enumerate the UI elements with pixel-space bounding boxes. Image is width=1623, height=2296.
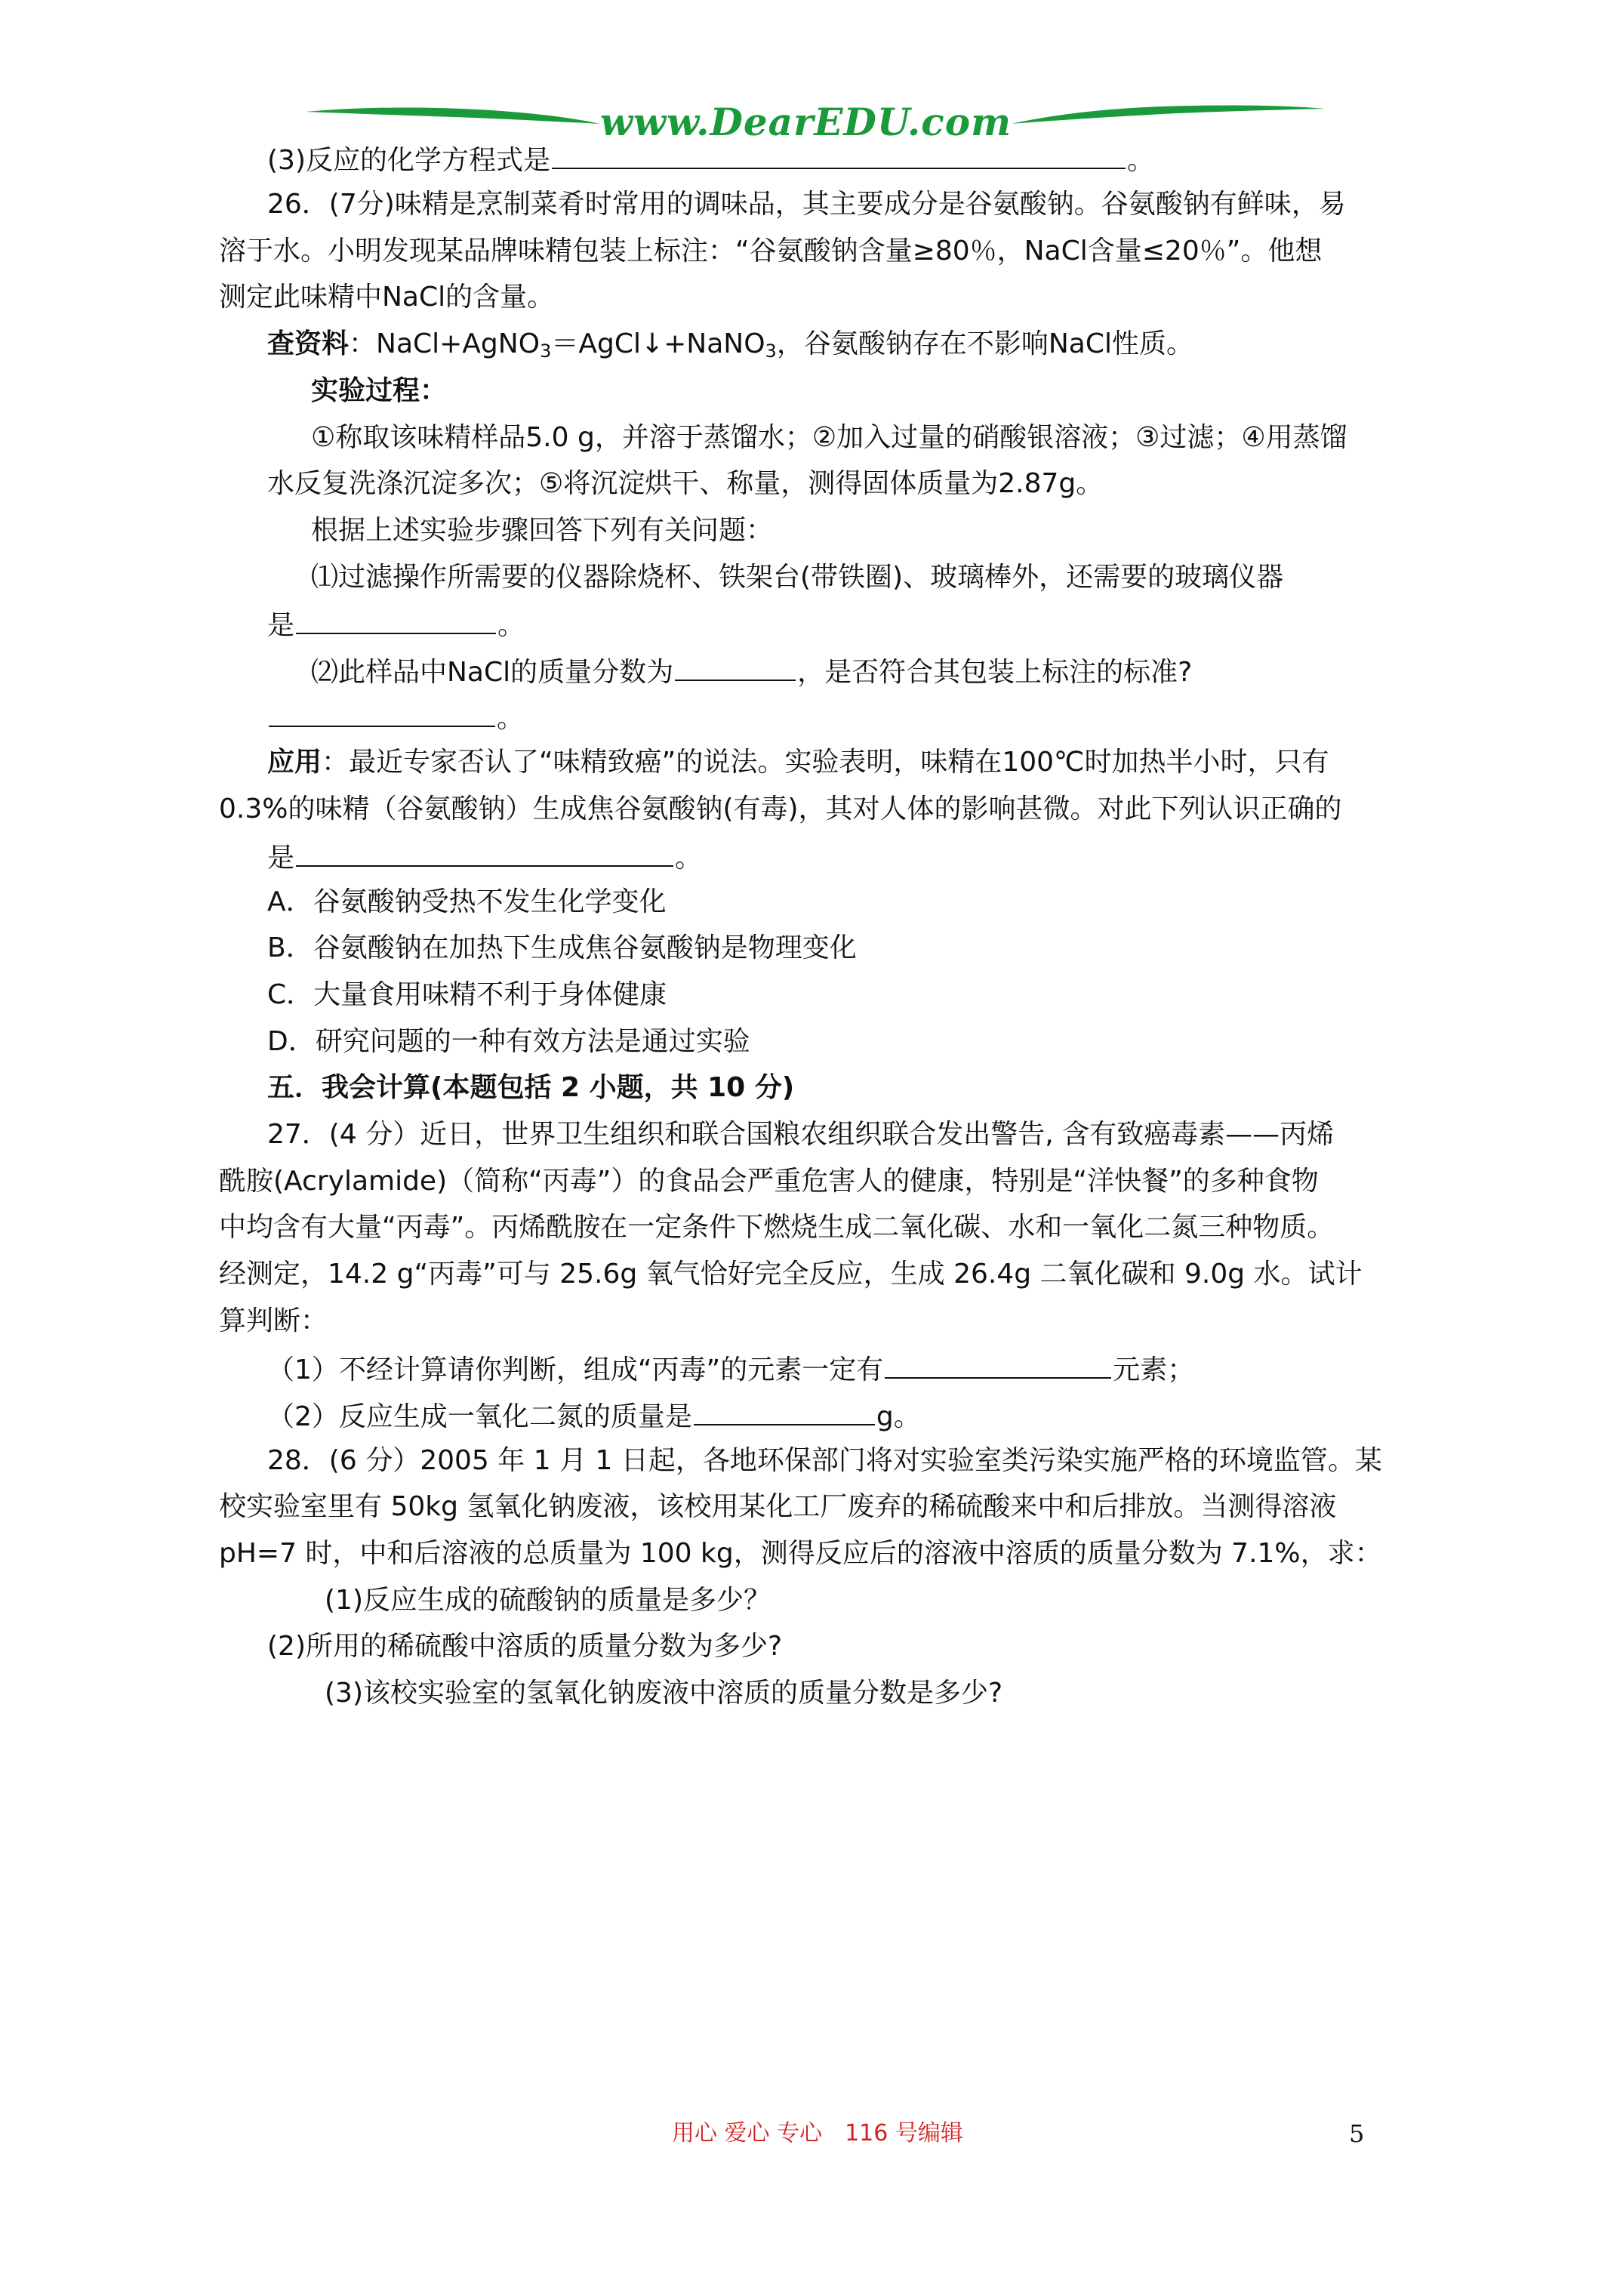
q28-3-line: (3)该校实验室的氢氧化钠废液中溶质的质量分数是多少? (325, 1678, 1003, 1709)
experiment-heading: 实验过程： (311, 375, 448, 406)
q27-line-3: 中均含有大量“丙毒”。丙烯酰胺在一定条件下燃烧生成二氧化碳、水和一氧化二氮三种物质。 (219, 1212, 1335, 1243)
q25-part3-text: (3)反应的化学方程式是 (267, 145, 550, 176)
application-answer-line: 是 。 (267, 838, 702, 876)
q25-part3-line: (3)反应的化学方程式是 。 (267, 140, 1154, 178)
q26-intro-line-2: 溶于水。小明发现某品牌味精包装上标注：“谷氨酸钠含量≥80％，NaCl含量≤20％”。他想 (219, 236, 1323, 267)
option-d: D．研究问题的一种有效方法是通过实验 (267, 1026, 750, 1057)
application-label: 应用 (267, 747, 322, 778)
answer-blank[interactable] (552, 140, 1126, 169)
section-5-heading: 五．我会计算(本题包括 2 小题，共 10 分) (267, 1072, 795, 1103)
q28-line-2: 校实验室里有 50kg 氢氧化钠废液，该校用某化工厂废弃的稀硫酸来中和后排放。当测得溶液 (219, 1491, 1337, 1522)
experiment-step-line-2: 水反复洗涤沉淀多次；⑤将沉淀烘干、称量，测得固体质量为2.87g。 (267, 468, 1104, 499)
q27-line-5: 算判断： (219, 1305, 328, 1336)
q26-intro-line-1: 26．(7分)味精是烹制菜肴时常用的调味品，其主要成分是谷氨酸钠。谷氨酸钠有鲜味，易 (267, 189, 1346, 220)
q27-line-1: 27．(4 分）近日，世界卫生组织和联合国粮农组织联合发出警告, 含有致癌毒素——丙烯 (267, 1119, 1335, 1150)
footer-editor-note: 用心 爱心 专心 116 号编辑 (672, 2120, 963, 2147)
answer-blank[interactable] (885, 1350, 1111, 1379)
q26-2-answer-line: 。 (267, 698, 524, 736)
answer-blank[interactable] (694, 1397, 875, 1425)
option-b: B．谷氨酸钠在加热下生成焦谷氨酸钠是物理变化 (267, 932, 857, 963)
option-c: C．大量食用味精不利于身体健康 (267, 979, 667, 1010)
application-line-1: 应用：最近专家否认了“味精致癌”的说法。实验表明，味精在100℃时加热半小时，只有 (267, 747, 1329, 778)
q28-line-3: pH=7 时，中和后溶液的总质量为 100 kg，测得反应后的溶液中溶质的质量分数为 7.1%，求： (219, 1538, 1382, 1569)
application-line-2: 0.3%的味精（谷氨酸钠）生成焦谷氨酸钠(有毒)，其对人体的影响甚微。对此下列认识正确的 (219, 794, 1342, 824)
q26-2-line: ⑵此样品中NaCl的质量分数为 ，是否符合其包装上标注的标准? (311, 652, 1192, 690)
q28-2-line: (2)所用的稀硫酸中溶质的质量分数为多少? (267, 1631, 783, 1662)
questions-intro: 根据上述实验步骤回答下列有关问题： (311, 515, 774, 546)
q27-1-line: （1）不经计算请你判断，组成“丙毒”的元素一定有 元素； (267, 1350, 1194, 1388)
site-url: www.DearEDU.com (600, 100, 1012, 144)
q28-line-1: 28．(6 分）2005 年 1 月 1 日起，各地环保部门将对实验室类污染实施严格的环境监管。某 (267, 1445, 1382, 1476)
answer-blank[interactable] (269, 698, 495, 727)
q26-1-answer-line: 是 。 (267, 606, 525, 643)
q26-intro-line-3: 测定此味精中NaCl的含量。 (219, 282, 555, 313)
q26-1-line: ⑴过滤操作所需要的仪器除烧杯、铁架台(带铁圈)、玻璃棒外，还需要的玻璃仪器 (311, 562, 1284, 593)
q28-1-line: (1)反应生成的硫酸钠的质量是多少？ (325, 1585, 771, 1616)
q27-line-2: 酰胺(Acrylamide)（简称“丙毒”）的食品会严重危害人的健康，特别是“洋快餐”的多种食物 (219, 1166, 1319, 1197)
q27-2-line: （2）反应生成一氧化二氮的质量是 g。 (267, 1397, 921, 1435)
answer-blank[interactable] (296, 838, 673, 867)
answer-blank[interactable] (675, 652, 796, 681)
reference-line: 查资料：NaCl+AgNO$_3$＝AgCl↓+NaNO$_3$，谷氨酸钠存在不影响NaCl性质。 (267, 328, 1193, 362)
q27-line-4: 经测定，14.2 g“丙毒”可与 25.6g 氧气恰好完全反应，生成 26.4g 二氧化碳和 9.0g 水。试计 (219, 1259, 1363, 1290)
option-a: A．谷氨酸钠受热不发生化学变化 (267, 886, 667, 917)
page-number: 5 (1349, 2119, 1365, 2148)
answer-blank[interactable] (296, 606, 496, 634)
reference-label: 查资料 (267, 328, 350, 359)
experiment-step-line-1: ①称取该味精样品5.0 g，并溶于蒸馏水；②加入过量的硝酸银溶液；③过滤；④用蒸馏 (311, 422, 1347, 453)
